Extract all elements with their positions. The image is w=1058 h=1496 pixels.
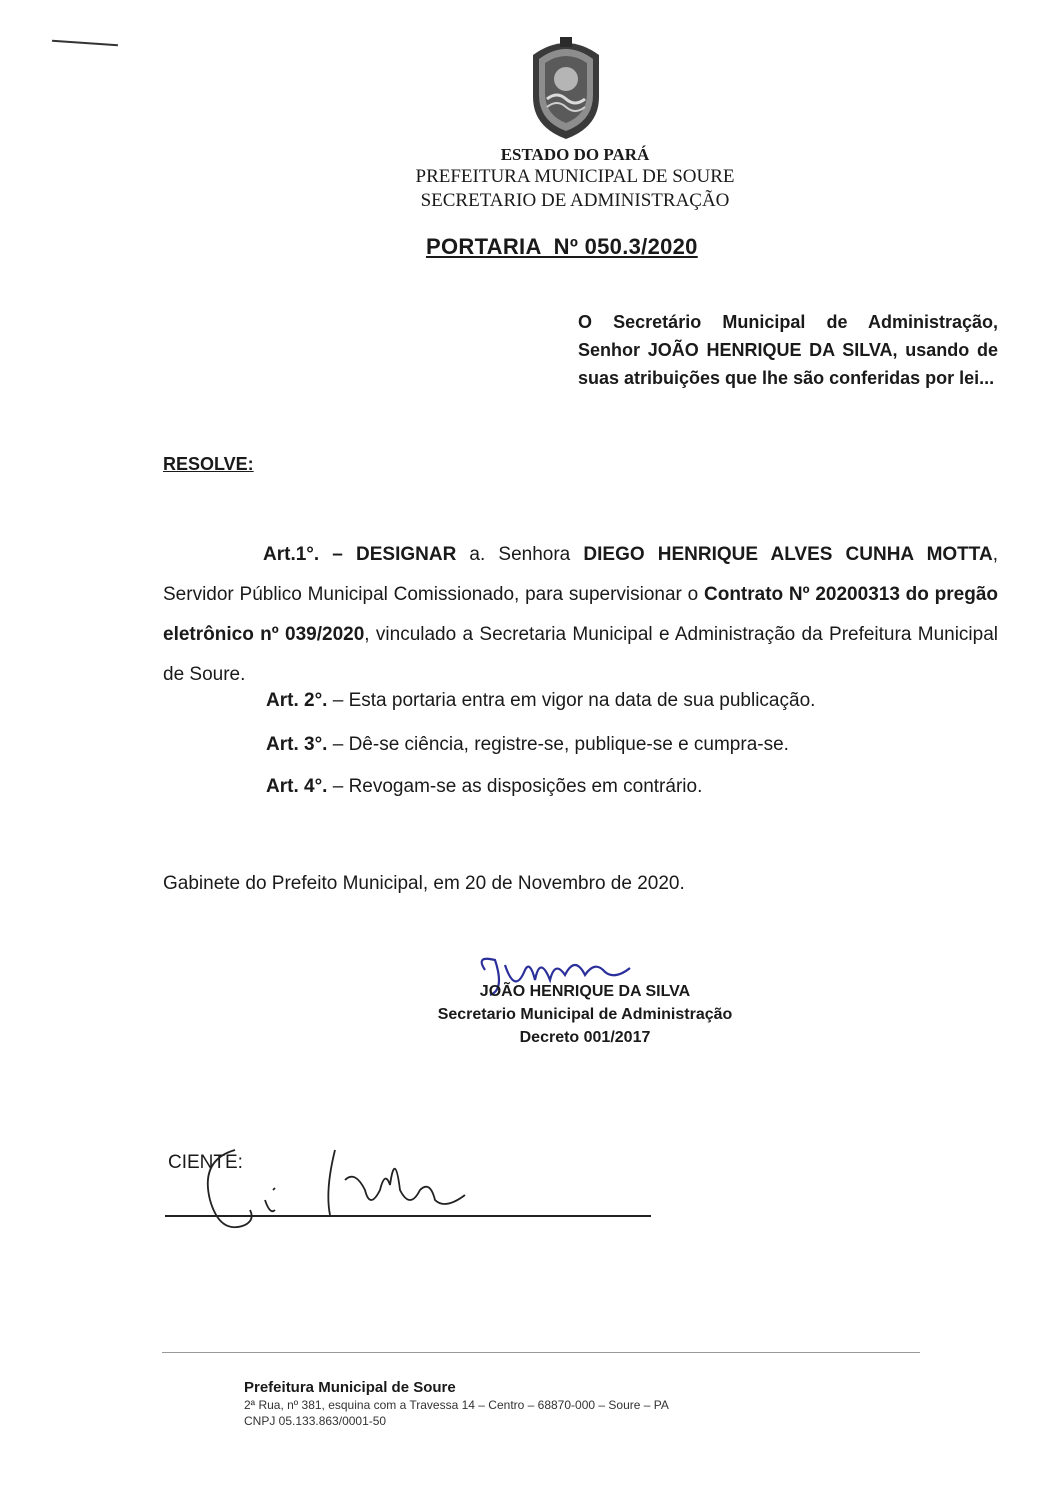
header-state: ESTADO DO PARÁ	[500, 145, 650, 164]
article-1-text-b: , Servidor Público Municipal Comissionado, para supervisionar o	[163, 544, 998, 605]
closing-line: Gabinete do Prefeito Municipal, em 20 de Novembro de 2020.	[163, 873, 685, 894]
footer-org: Prefeitura Municipal de Soure	[244, 1379, 456, 1396]
acknowledgment-signature-icon	[195, 1130, 485, 1240]
article-3-label: Art. 3°.	[266, 734, 328, 755]
article-1-text-c: , vinculado a Secretaria Municipal e Administração da Prefeitura Municipal de Soure.	[163, 624, 998, 685]
footer-cnpj: CNPJ 05.133.863/0001-50	[244, 1414, 387, 1428]
signatory-decree: Decreto 001/2017	[519, 1029, 651, 1046]
ciente-label: CIENTE:	[168, 1152, 243, 1173]
header-department: SECRETARIO DE ADMINISTRAÇÃO	[420, 190, 730, 211]
resolve-heading: RESOLVE:	[163, 454, 254, 474]
article-4-label: Art. 4°.	[266, 776, 328, 797]
signatory-role: Secretario Municipal de Administração	[437, 1006, 733, 1023]
article-1-name: DIEGO HENRIQUE ALVES CUNHA MOTTA	[583, 544, 993, 565]
article-1-contract: Contrato Nº 20200313 do pregão eletrônico nº 039/2020	[163, 584, 998, 645]
municipal-coat-of-arms-icon	[527, 35, 605, 140]
article-2	[266, 690, 815, 712]
document-title: PORTARIA Nº 050.3/2020	[426, 234, 698, 259]
article-4	[266, 776, 702, 798]
ciente-signature-line	[165, 1215, 651, 1217]
article-1-label: Art.1°. – DESIGNAR	[263, 544, 457, 565]
footer-address: 2ª Rua, nº 381, esquina com a Travessa 14 – Centro – 68870-000 – Soure – PA	[244, 1398, 669, 1412]
scan-mark	[52, 40, 118, 47]
secretary-signature-icon	[455, 950, 655, 1010]
intro-paragraph: O Secretário Municipal de Administração, Senhor JOÃO HENRIQUE DA SILVA, usando de suas atribuições que lhe são conferidas por lei...	[578, 312, 998, 388]
article-2-label: Art. 2°.	[266, 690, 328, 711]
article-1	[163, 535, 998, 695]
article-3	[266, 734, 789, 756]
footer-divider	[162, 1352, 920, 1353]
article-3-text: – Dê-se ciência, registre-se, publique-se e cumpra-se.	[327, 734, 789, 755]
article-2-text: – Esta portaria entra em vigor na data de sua publicação.	[327, 690, 816, 711]
header-prefecture: PREFEITURA MUNICIPAL DE SOURE	[415, 166, 735, 187]
article-4-text: – Revogam-se as disposições em contrário.	[327, 776, 703, 797]
article-1-text-a: a. Senhora	[456, 544, 584, 565]
signatory-name: JOÃO HENRIQUE DA SILVA	[479, 983, 691, 1000]
